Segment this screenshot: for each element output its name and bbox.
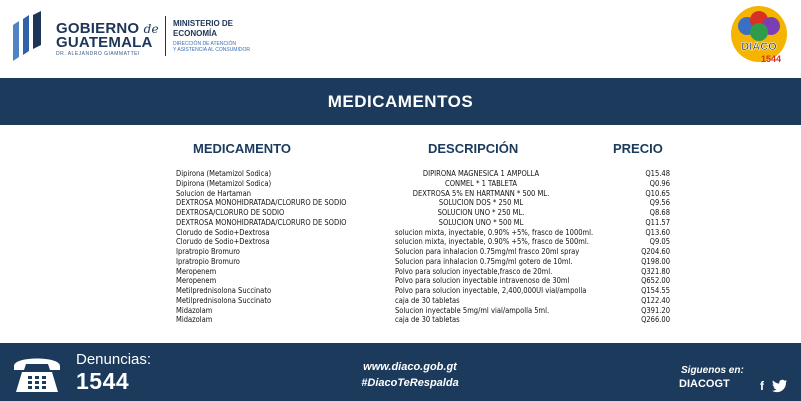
- cell-precio: Q11.57: [645, 217, 670, 227]
- table-row: [0, 198, 801, 207]
- cell-descripcion: DEXTROSA 5% EN HARTMANN * 500 ML.: [412, 188, 550, 198]
- twitter-icon[interactable]: [772, 379, 788, 393]
- cell-medicamento: Midazolam: [176, 305, 213, 315]
- denuncias-label: Denuncias:: [76, 351, 152, 368]
- page-header: [0, 0, 801, 72]
- cell-descripcion: Solucion para inhalacion 0.75mg/ml gotero de 10ml.: [395, 256, 573, 266]
- cell-medicamento: Midazolam: [176, 315, 213, 325]
- table-row: [0, 237, 801, 246]
- cell-medicamento: Clorudo de Sodio+Dextrosa: [176, 227, 270, 237]
- cell-medicamento: DEXTROSA/CLORURO DE SODIO: [176, 208, 285, 217]
- cell-descripcion: solucion mixta, inyectable, 0.90% +5%, frasco de 1000ml.: [395, 227, 594, 237]
- column-header-precio: PRECIO: [613, 141, 663, 156]
- cell-medicamento: Dipirona (Metamizol Sodica): [176, 178, 272, 188]
- header-divider: [165, 16, 166, 56]
- cell-descripcion: SOLUCION DOS * 250 ML: [438, 198, 524, 208]
- svg-text:1544: 1544: [760, 54, 782, 64]
- social-handle: DIACOGT: [679, 378, 730, 390]
- table-row: [0, 208, 801, 217]
- cell-medicamento: Clorudo de Sodio+Dextrosa: [176, 237, 270, 247]
- ministry-name: MINISTERIO DE ECONOMÍA: [173, 19, 234, 38]
- cell-descripcion: Solucion inyectable 5mg/ml vial/ampolla 5ml.: [395, 305, 550, 315]
- cell-medicamento: Solucion de Hartaman: [176, 188, 252, 198]
- svg-text:DIACO: DIACO: [741, 41, 777, 53]
- cell-precio: Q652.00: [641, 276, 670, 286]
- cell-medicamento: Meropenem: [176, 266, 217, 276]
- column-header-medicamento: MEDICAMENTO: [193, 141, 291, 156]
- cell-precio: Q9.05: [649, 237, 670, 247]
- table-row: [0, 169, 801, 178]
- table-row: [0, 276, 801, 285]
- cell-medicamento: DEXTROSA MONOHIDRATADA/CLORURO DE SODIO: [176, 198, 347, 208]
- cell-medicamento: Ipratropio Bromuro: [176, 247, 240, 256]
- cell-descripcion: SOLUCION UNO * 500 ML: [438, 217, 524, 227]
- gov-subtitle: DR. ALEJANDRO GIAMMATTEI: [56, 51, 140, 57]
- cell-precio: Q13.60: [645, 227, 670, 237]
- website-link[interactable]: www.diaco.gob.gt: [363, 361, 457, 373]
- cell-precio: Q0.96: [649, 178, 670, 188]
- cell-precio: Q266.00: [641, 315, 670, 325]
- table-row: [0, 228, 801, 237]
- guatemala-logo-icon: [11, 11, 47, 61]
- page-footer: [0, 343, 801, 401]
- gov-name-line1: GOBIERNO de: [56, 20, 159, 37]
- cell-medicamento: DEXTROSA MONOHIDRATADA/CLORURO DE SODIO: [176, 217, 347, 227]
- page-title: MEDICAMENTOS: [327, 92, 474, 111]
- hashtag: #DiacoTeRespalda: [361, 377, 459, 389]
- cell-medicamento: Ipratropio Bromuro: [176, 256, 240, 266]
- cell-precio: Q8.68: [649, 208, 670, 217]
- cell-precio: Q10.65: [645, 188, 670, 198]
- table-row: [0, 306, 801, 315]
- table-row: [0, 267, 801, 276]
- denuncias-number: 1544: [76, 368, 130, 394]
- cell-descripcion: solucion mixta, inyectable, 0.90% +5%, frasco de 500ml.: [395, 237, 589, 247]
- cell-medicamento: Metilprednisolona Succinato: [176, 286, 272, 295]
- cell-precio: Q391.20: [641, 305, 670, 315]
- cell-descripcion: SOLUCION UNO * 250 ML.: [437, 208, 525, 217]
- table-row: [0, 189, 801, 198]
- cell-precio: Q15.48: [645, 169, 670, 178]
- gov-name-line2: GUATEMALA: [56, 34, 153, 51]
- cell-descripcion: Solucion para inhalacion 0.75mg/ml frasco 20ml spray: [395, 247, 580, 256]
- cell-descripcion: Polvo para solucion inyectable, 2,400,000UI vial/ampolla: [395, 286, 587, 295]
- cell-precio: Q321.80: [641, 266, 670, 276]
- cell-descripcion: caja de 30 tabletas: [395, 295, 460, 305]
- table-row: [0, 286, 801, 295]
- table-row: [0, 257, 801, 266]
- phone-icon: [10, 352, 64, 394]
- table-row: [0, 247, 801, 256]
- title-band: [0, 78, 801, 125]
- column-header-descripcion: DESCRIPCIÓN: [428, 141, 519, 156]
- table-row: [0, 179, 801, 188]
- cell-descripcion: CONMEL * 1 TABLETA: [445, 178, 517, 188]
- cell-precio: Q204.60: [641, 247, 670, 256]
- cell-descripcion: caja de 30 tabletas: [395, 315, 460, 325]
- table-row: [0, 315, 801, 324]
- table-row: [0, 296, 801, 305]
- cell-precio: Q9.56: [649, 198, 670, 208]
- cell-medicamento: Metilprednisolona Succinato: [176, 295, 272, 305]
- cell-descripcion: Polvo para solucion inyectable,frasco de 20ml.: [395, 266, 553, 276]
- follow-label: Siguenos en:: [681, 365, 744, 376]
- cell-precio: Q154.55: [641, 286, 670, 295]
- cell-precio: Q198.00: [641, 256, 670, 266]
- table-row: [0, 218, 801, 227]
- cell-descripcion: DIPIRONA MAGNESICA 1 AMPOLLA: [422, 169, 540, 178]
- cell-precio: Q122.40: [641, 295, 670, 305]
- cell-descripcion: Polvo para solucion inyectable intravenoso de 30ml: [395, 276, 570, 286]
- facebook-icon[interactable]: f: [760, 379, 764, 393]
- ministry-subtitle: DIRECCIÓN DE ATENCIÓN Y ASISTENCIA AL CONSUMIDOR: [173, 41, 250, 53]
- diaco-logo-icon: [727, 4, 791, 70]
- cell-medicamento: Meropenem: [176, 276, 217, 286]
- cell-medicamento: Dipirona (Metamizol Sodica): [176, 169, 272, 178]
